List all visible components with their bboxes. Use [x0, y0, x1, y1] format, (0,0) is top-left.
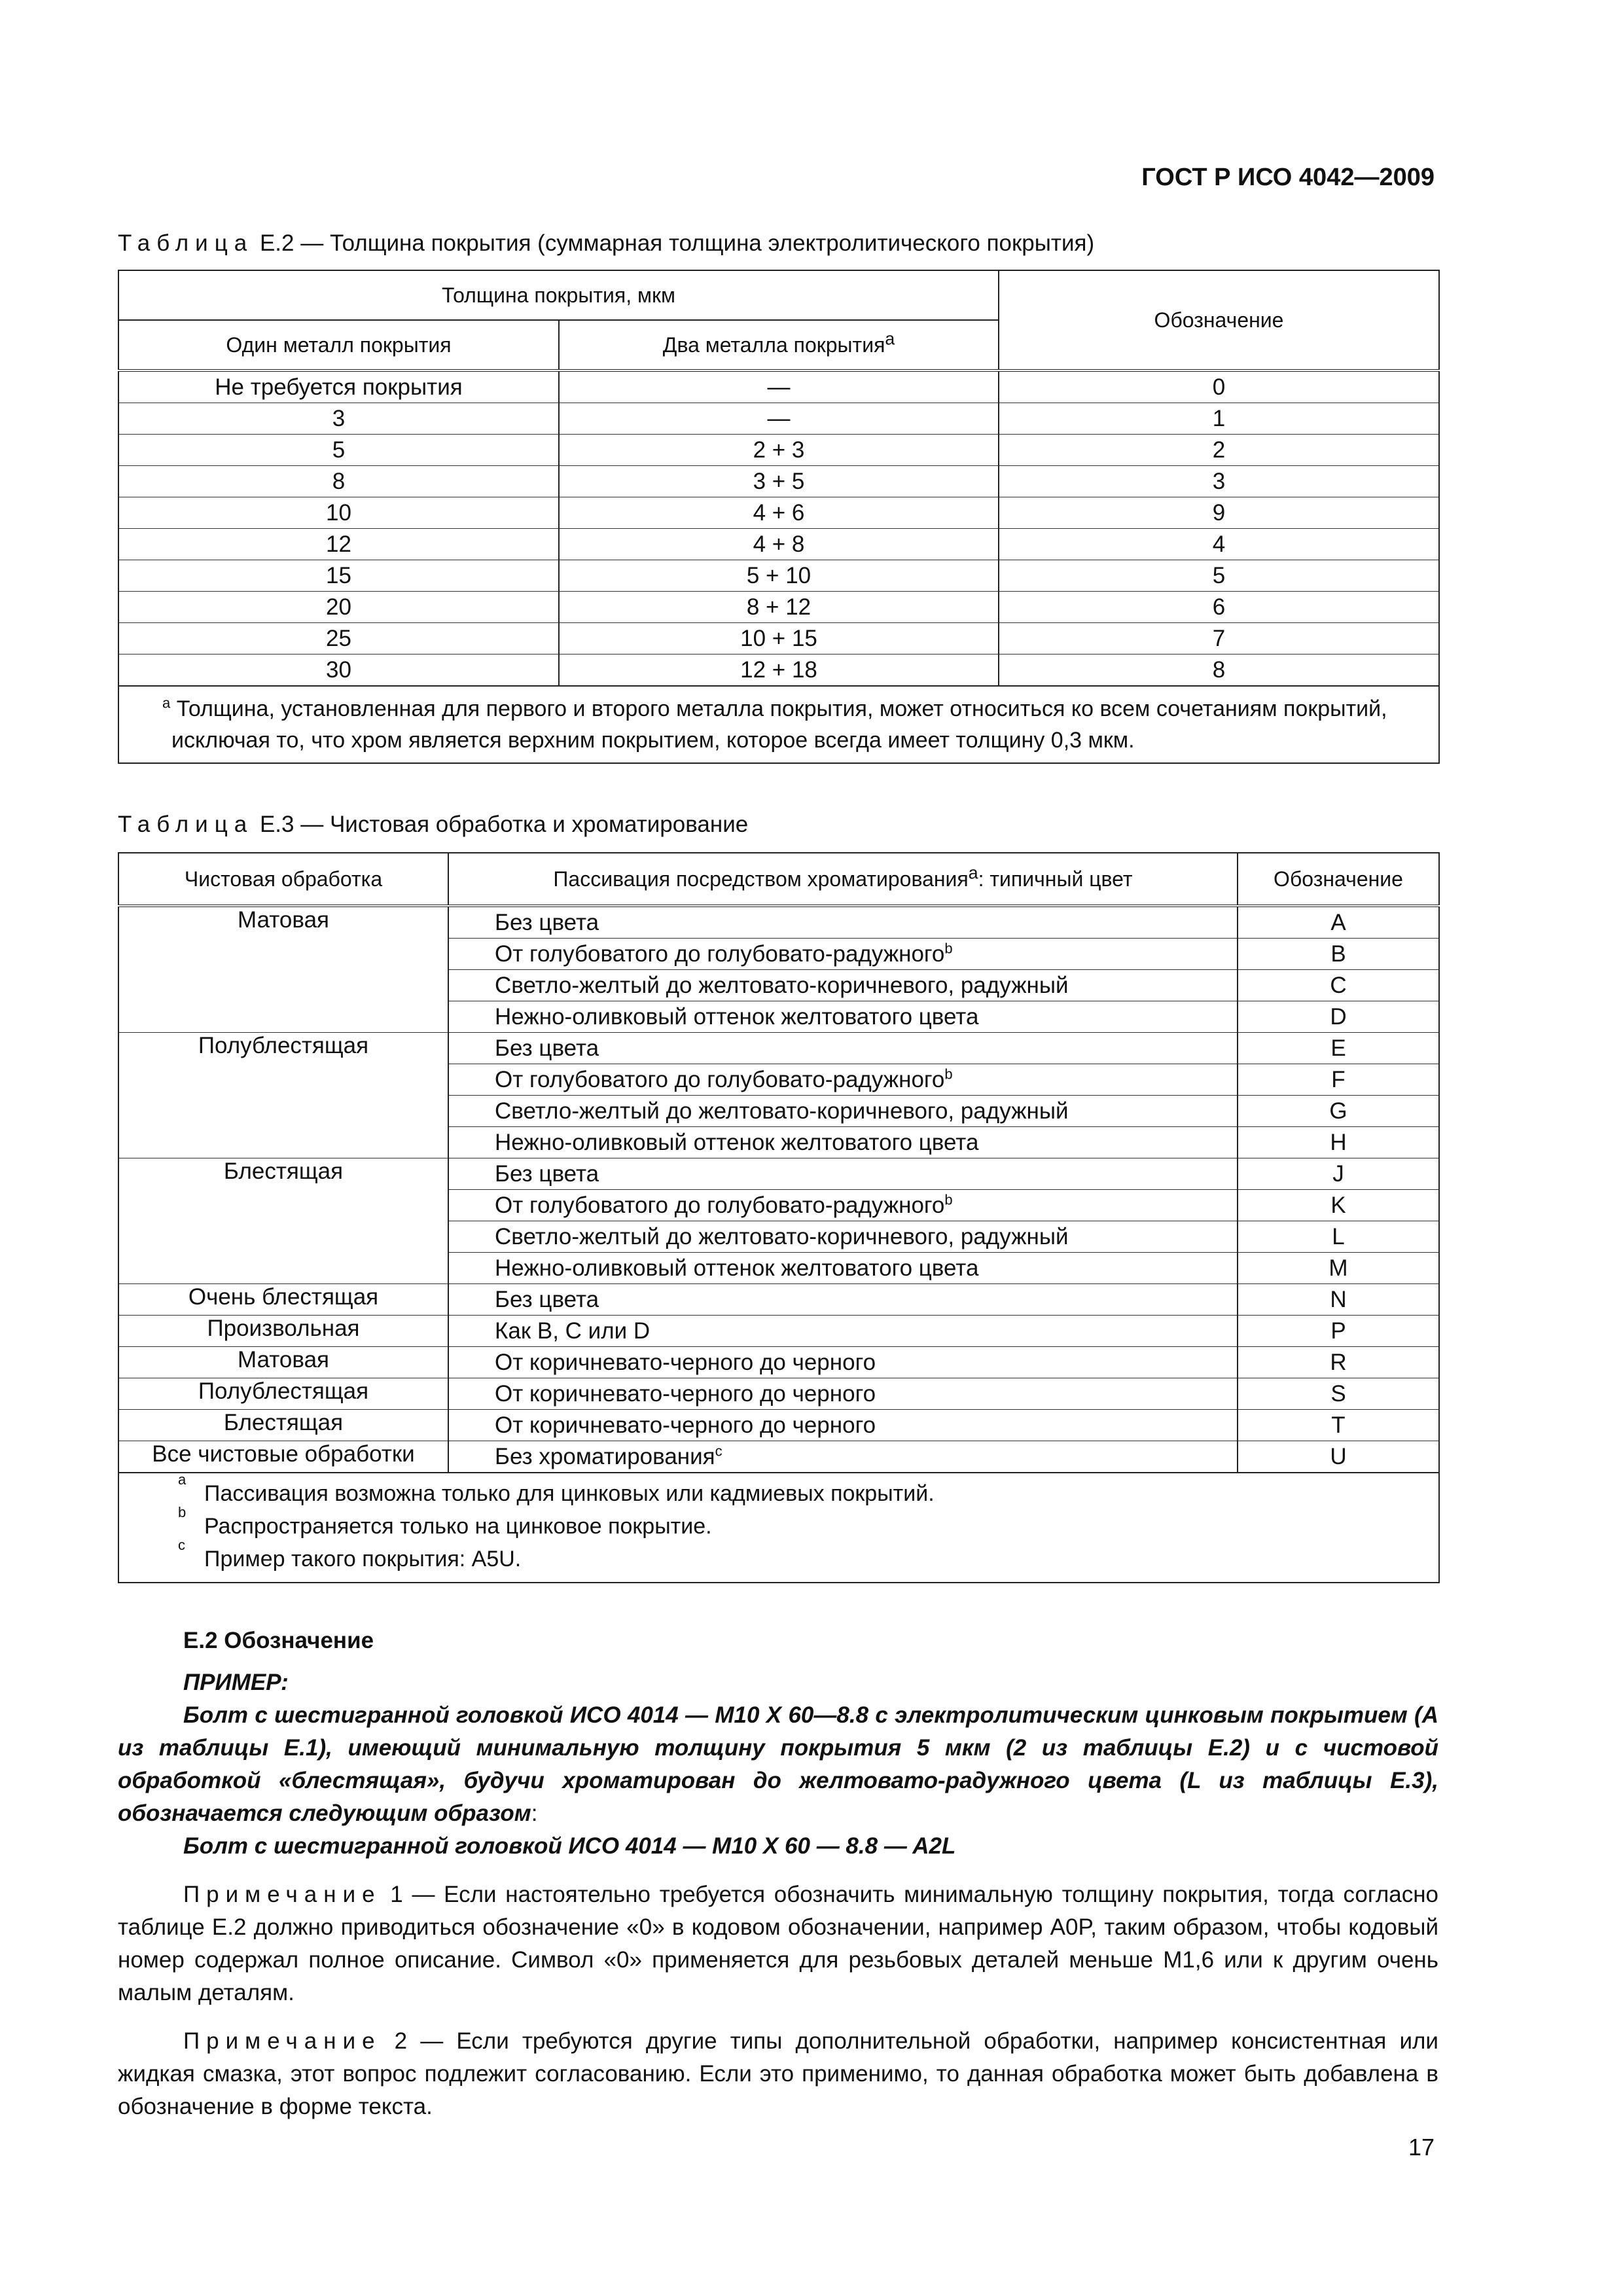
finish-cell: Матовая — [118, 1347, 448, 1378]
two-metals-cell: — — [559, 403, 999, 435]
two-metals-cell: 12 + 18 — [559, 655, 999, 687]
passivation-cell: Без цвета — [448, 1033, 1238, 1064]
one-metal-cell: 25 — [118, 623, 559, 655]
table-row — [118, 655, 1439, 687]
section-title: Е.2 Обозначение — [183, 1628, 374, 1653]
two-metals-cell: 2 + 3 — [559, 435, 999, 466]
table-row — [118, 466, 1439, 497]
table-e3-head-designation: Обозначение — [1238, 853, 1439, 906]
finish-cell: Полублестящая — [118, 1378, 448, 1410]
table-row — [118, 1284, 1439, 1316]
passivation-cell: От коричневато-черного до черного — [448, 1410, 1238, 1441]
one-metal-cell: 8 — [118, 466, 559, 497]
table-row — [118, 497, 1439, 529]
one-metal-cell: 20 — [118, 592, 559, 623]
table-e2-head-designation: Обозначение — [999, 270, 1439, 370]
table-e2-caption — [118, 230, 1094, 257]
designation-cell: 3 — [999, 466, 1439, 497]
table-row — [118, 1033, 1439, 1064]
table-e2-head-two-metals: Два металла покрытия$^a$ — [559, 320, 999, 370]
passivation-cell: Без хроматирования$^c$ — [448, 1441, 1238, 1473]
designation-cell: 9 — [999, 497, 1439, 529]
table-row — [118, 1378, 1439, 1410]
designation-cell: N — [1238, 1284, 1439, 1316]
page-number: 17 — [1408, 2134, 1435, 2161]
footnote: c Пример такого покрытия: A5U. — [178, 1537, 522, 1571]
designation-cell: C — [1238, 970, 1439, 1001]
passivation-cell: Светло-желтый до желтовато-коричневого, радужный — [448, 1096, 1238, 1127]
document-id: ГОСТ Р ИСО 4042—2009 — [1141, 164, 1435, 191]
finish-cell: Блестящая — [118, 1158, 448, 1284]
designation-cell: D — [1238, 1001, 1439, 1033]
finish-cell: Очень блестящая — [118, 1284, 448, 1316]
designation-cell: T — [1238, 1410, 1439, 1441]
table-row — [118, 1316, 1439, 1347]
footnote-ref: b — [944, 1191, 953, 1208]
example-label: ПРИМЕР: — [183, 1670, 289, 1695]
passivation-cell: Нежно-оливковый оттенок желтоватого цвета — [448, 1253, 1238, 1284]
designation-cell: U — [1238, 1441, 1439, 1473]
table-e2-head-one-metal: Один металл покрытия — [118, 320, 559, 370]
table-e3-head-passivation: Пассивация посредством хроматирования$^a$: типичный цвет — [448, 853, 1238, 906]
designation-cell: A — [1238, 906, 1439, 939]
one-metal-cell: 10 — [118, 497, 559, 529]
designation-cell: 4 — [999, 529, 1439, 560]
footnote: b Распространяется только на цинковое покрытие. — [178, 1504, 712, 1539]
passivation-cell: От голубоватого до голубовато-радужного$^b$ — [448, 939, 1238, 970]
table-row — [118, 623, 1439, 655]
designation-cell: M — [1238, 1253, 1439, 1284]
two-metals-cell: 5 + 10 — [559, 560, 999, 592]
table-e2-footnote: $^a$ Толщина, установленная для первого и второго металла покрытия, может относиться ко всем сочетаниям покрытий, исключая то, что хром является верхним покрытием, которое всегда имеет толщину 0,3 мкм. — [118, 686, 1439, 763]
table-row — [118, 529, 1439, 560]
table-row — [118, 1441, 1439, 1473]
designation-cell: R — [1238, 1347, 1439, 1378]
passivation-cell: От коричневато-черного до черного — [448, 1347, 1238, 1378]
finish-cell: Произвольная — [118, 1316, 448, 1347]
caption-text: Е.2 — Толщина покрытия (суммарная толщина электролитического покрытия) — [253, 230, 1095, 256]
designation-cell: 7 — [999, 623, 1439, 655]
caption-prefix: Таблица — [118, 230, 254, 256]
designation-cell: 5 — [999, 560, 1439, 592]
finish-cell: Блестящая — [118, 1410, 448, 1441]
designation-cell: E — [1238, 1033, 1439, 1064]
two-metals-cell: 4 + 8 — [559, 529, 999, 560]
table-e2 — [118, 270, 1440, 764]
table-row — [118, 370, 1439, 403]
one-metal-cell: 5 — [118, 435, 559, 466]
note-2: Примечание 2 — Если требуются другие типы дополнительной обработки, например консистентная или жидкая смазка, этот вопрос подлежит согласованию. Если это применимо, то данная обработка может быть добавлена в обозначение в форме текста. — [118, 2028, 1438, 2119]
one-metal-cell: 30 — [118, 655, 559, 687]
designation-cell: J — [1238, 1158, 1439, 1190]
designation-cell: F — [1238, 1064, 1439, 1096]
passivation-cell: От голубоватого до голубовато-радужного$^b$ — [448, 1190, 1238, 1221]
designation-cell: H — [1238, 1127, 1439, 1158]
caption-prefix: Таблица — [118, 812, 254, 837]
table-row — [118, 1347, 1439, 1378]
footnote-ref: b — [944, 1065, 953, 1082]
table-row — [118, 1410, 1439, 1441]
two-metals-cell: 10 + 15 — [559, 623, 999, 655]
example-text: Болт с шестигранной головкой ИСО 4014 — M10 X 60—8.8 с электролитическим цинковым покрытием (А из таблицы Е.1), имеющий минимальную толщину покрытия 5 мкм (2 из таблицы Е.2) и с чистовой обработкой «блестящая», будучи хроматирован до желтовато-радужного цвета (L из таблицы Е.3), обозначается следующим образом: — [118, 1702, 1438, 1826]
designation-cell: 8 — [999, 655, 1439, 687]
two-metals-cell: — — [559, 370, 999, 403]
finish-cell: Матовая — [118, 906, 448, 1033]
passivation-cell: Без цвета — [448, 1284, 1238, 1316]
passivation-cell: Нежно-оливковый оттенок желтоватого цвета — [448, 1001, 1238, 1033]
table-e3-footnotes — [118, 1473, 1439, 1583]
footnote: a Пассивация возможна только для цинковых или кадмиевых покрытий. — [178, 1471, 935, 1506]
passivation-cell: Без цвета — [448, 1158, 1238, 1190]
table-e2-head-group: Толщина покрытия, мкм — [118, 270, 999, 320]
one-metal-cell: 15 — [118, 560, 559, 592]
caption-text: Е.3 — Чистовая обработка и хроматирование — [253, 812, 749, 837]
passivation-cell: Нежно-оливковый оттенок желтоватого цвета — [448, 1127, 1238, 1158]
table-e3 — [118, 852, 1440, 1583]
designation-cell: 2 — [999, 435, 1439, 466]
example-result: Болт с шестигранной головкой ИСО 4014 — M10 X 60 — 8.8 — A2L — [183, 1833, 956, 1859]
passivation-cell: Без цвета — [448, 906, 1238, 939]
one-metal-cell: 12 — [118, 529, 559, 560]
passivation-cell: От коричневато-черного до черного — [448, 1378, 1238, 1410]
passivation-cell: Как B, C или D — [448, 1316, 1238, 1347]
table-e3-caption — [118, 812, 748, 838]
passivation-cell: Светло-желтый до желтовато-коричневого, радужный — [448, 1221, 1238, 1253]
table-e3-head-finish: Чистовая обработка — [118, 853, 448, 906]
designation-cell: K — [1238, 1190, 1439, 1221]
designation-cell: 6 — [999, 592, 1439, 623]
table-row — [118, 906, 1439, 939]
designation-cell: 1 — [999, 403, 1439, 435]
designation-cell: S — [1238, 1378, 1439, 1410]
designation-cell: P — [1238, 1316, 1439, 1347]
table-row — [118, 403, 1439, 435]
note-1: Примечание 1 — Если настоятельно требуется обозначить минимальную толщину покрытия, тогда согласно таблице Е.2 должно приводиться обозначение «0» в кодовом обозначении, например A0P, таким образом, чтобы кодовый номер содержал полное описание. Символ «0» применяется для резьбовых деталей меньше M1,6 или к другим очень малым деталям. — [118, 1882, 1438, 2005]
table-row — [118, 592, 1439, 623]
one-metal-cell: Не требуется покрытия — [118, 370, 559, 403]
two-metals-cell: 3 + 5 — [559, 466, 999, 497]
finish-cell: Все чистовые обработки — [118, 1441, 448, 1473]
two-metals-cell: 4 + 6 — [559, 497, 999, 529]
passivation-cell: От голубоватого до голубовато-радужного$^b$ — [448, 1064, 1238, 1096]
passivation-cell: Светло-желтый до желтовато-коричневого, радужный — [448, 970, 1238, 1001]
designation-cell: L — [1238, 1221, 1439, 1253]
finish-cell: Полублестящая — [118, 1033, 448, 1158]
table-row — [118, 435, 1439, 466]
designation-cell: B — [1238, 939, 1439, 970]
section-e2 — [118, 1624, 1438, 2123]
table-row — [118, 560, 1439, 592]
footnote-ref: c — [715, 1442, 722, 1459]
one-metal-cell: 3 — [118, 403, 559, 435]
table-row — [118, 1158, 1439, 1190]
two-metals-cell: 8 + 12 — [559, 592, 999, 623]
designation-cell: G — [1238, 1096, 1439, 1127]
footnote-ref: b — [944, 939, 953, 956]
designation-cell: 0 — [999, 370, 1439, 403]
